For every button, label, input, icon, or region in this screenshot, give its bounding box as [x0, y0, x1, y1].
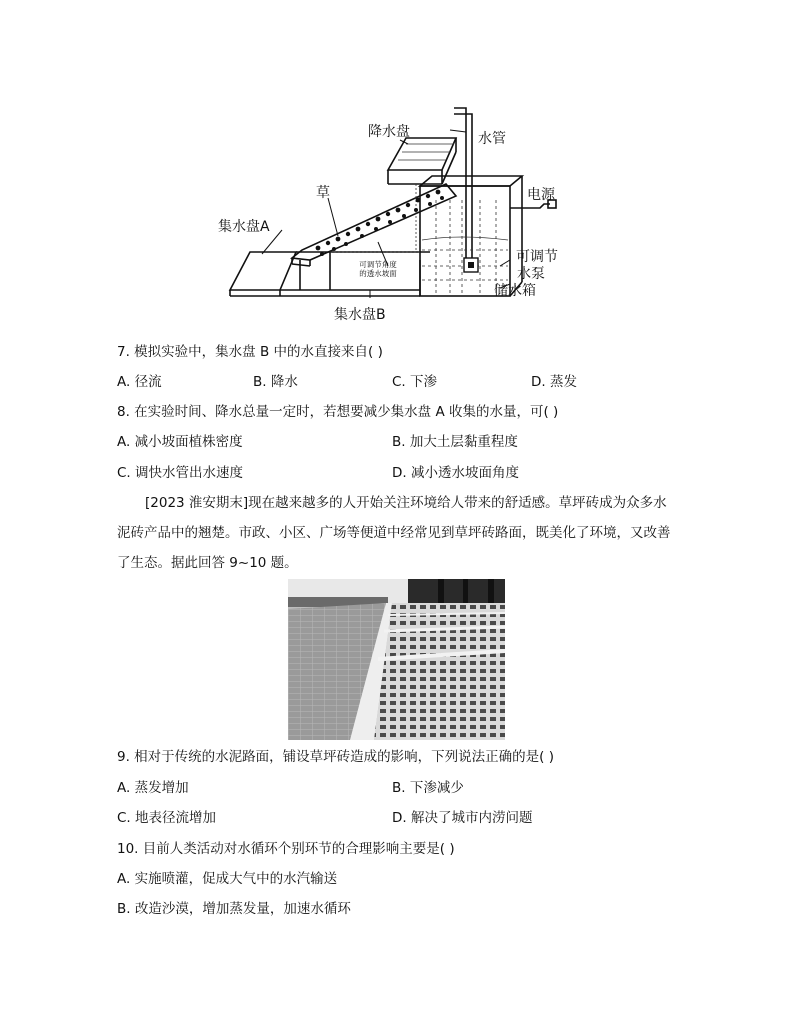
q8-option-d: D. 减小透水坡面角度: [392, 465, 519, 481]
q9-option-c: C. 地表径流增加: [117, 810, 217, 826]
q10-option-a: A. 实施喷灌，促成大气中的水汽输送: [117, 871, 338, 887]
q10-option-b: B. 改造沙漠，增加蒸发量，加速水循环: [117, 901, 351, 917]
label-grass: 草: [316, 185, 330, 201]
q9-option-b: B. 下渗减少: [392, 780, 464, 796]
q9-option-a: A. 蒸发增加: [117, 780, 189, 796]
label-slope-line2: 的透水坡面: [359, 269, 397, 278]
label-water-pipe: 水管: [478, 131, 506, 147]
q8-stem: 8. 在实验时间、降水总量一定时，若想要减少集水盘 A 收集的水量，可( ): [117, 404, 559, 420]
label-tank: 储水箱: [494, 283, 536, 299]
experiment-figure: [210, 100, 580, 330]
q7-stem: 7. 模拟实验中，集水盘 B 中的水直接来自( ): [117, 344, 383, 360]
label-adjustable: 可调节: [516, 249, 558, 265]
label-slope: [348, 260, 408, 278]
label-pump: 水泵: [517, 266, 545, 282]
q9-stem: 9. 相对于传统的水泥路面，铺设草坪砖造成的影响，下列说法正确的是( ): [117, 749, 554, 765]
q7-option-a: A. 径流: [117, 374, 162, 390]
q8-option-c: C. 调快水管出水速度: [117, 465, 244, 481]
q9-option-d: D. 解决了城市内涝问题: [392, 810, 533, 826]
q7-option-c: C. 下渗: [392, 374, 438, 390]
passage-text: [2023 淮安期末]现在越来越多的人开始关注环境给人带来的舒适感。草坪砖成为众多水泥砖产品中的翘楚。市政、小区、广场等便道中经常见到草坪砖路面，既美化了环境，又改善了生态。据此回答 9~10 题。: [117, 495, 671, 571]
label-tray-a: 集水盘A: [218, 219, 270, 235]
lawn-brick-photo: [288, 579, 505, 740]
lawn-brick-photo-image: [288, 579, 505, 740]
q7-option-d: D. 蒸发: [531, 374, 577, 390]
q8-option-b: B. 加大土层黏重程度: [392, 434, 518, 450]
q10-stem: 10. 目前人类活动对水循环个别环节的合理影响主要是( ): [117, 841, 455, 857]
q8-option-a: A. 减小坡面植株密度: [117, 434, 243, 450]
label-rain-tray: 降水盘: [368, 124, 410, 140]
label-tray-b: 集水盘B: [334, 307, 386, 323]
label-power: 电源: [527, 187, 555, 203]
label-slope-line1: 可调节角度: [359, 260, 397, 269]
q7-option-b: B. 降水: [253, 374, 298, 390]
